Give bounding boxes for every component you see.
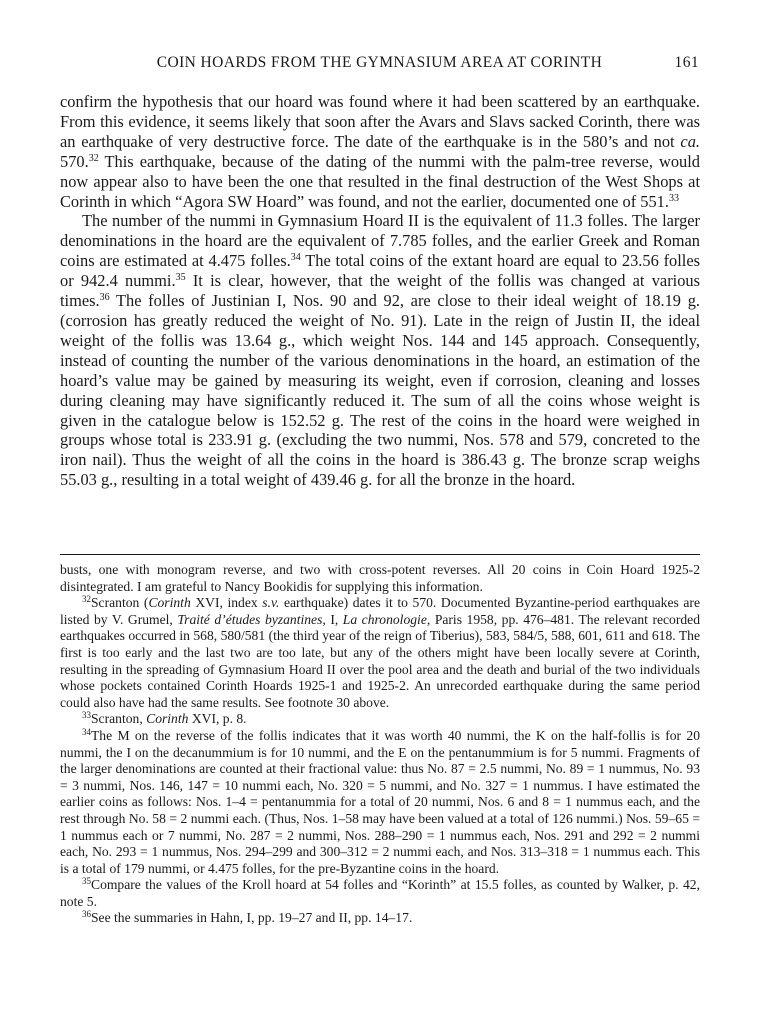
- footnotes: [60, 562, 700, 927]
- footnote-33: $^{33}$Scranton, Corinth XVI, p. 8.: [82, 710, 247, 727]
- footnote-continuation: busts, one with monogram reverse, and two with cross-potent reverses. All 20 coins in Coin Hoard 1925-2 disintegrated. I am grateful to Nancy Bookidis for supplying this information.: [60, 562, 700, 594]
- paragraph-1: confirm the hypothesis that our hoard was found where it had been scattered by an earthquake. From this evidence, it seems likely that soon after the Avars and Slavs sacked Corinth, there was an earthquake of very destructive force. The date of the earthquake is in the 580’s and not ca. 570.32 This earthquake, because of the dating of the nummi with the palm-tree reverse, would now appear also to have been the one that resulted in the final destruction of the West Shops at Corinth in which “Agora SW Hoard” was found, and not the earlier, documented one of 551.33: [60, 92, 700, 211]
- footnote-ref-34[interactable]: 34: [290, 252, 301, 264]
- running-title: COIN HOARDS FROM THE GYMNASIUM AREA AT CORINTH: [156, 54, 603, 71]
- footnote-divider: [60, 554, 700, 555]
- footnote-32: $^{32}$Scranton (Corinth XVI, index s.v. earthquake) dates it to 570. Documented Byzantine-period earthquakes are listed by V. Grumel, Traité d’études byzantines, I, La chronologie, Paris 1958, pp. 476–481. The relevant recorded earthquakes occurred in 568, 580/581 (the third year of the reign of Tiberius), 583, 584/5, 588, 601, 611 and 618. The first is too early and the last two are too late, but any of the others might have been locally severe at Corinth, resulting in the spreading of Gymnasium Hoard II over the pool area and the death and burial of the two individuals whose pockets contained Corinth Hoards 1925-1 and 1925-2. An unrecorded earthquake during the same period could also have had the same results. See footnote 30 above.: [60, 594, 701, 710]
- footnote-ref-36[interactable]: 36: [99, 292, 110, 304]
- page-number: 161: [674, 54, 699, 71]
- footnote-36: $^{36}$See the summaries in Hahn, I, pp. 19–27 and II, pp. 14–17.: [82, 909, 413, 926]
- paragraph-2: The number of the nummi in Gymnasium Hoard II is the equivalent of 11.3 folles. The larger denominations in the hoard are the equivalent of 7.785 folles, and the earlier Greek and Roman coins are estimated at 4.475 folles.$^{34}$ The total coins of the extant hoard are equal to 23.56 folles or 942.4 nummi.$^{35}$ It is clear, however, that the weight of the follis was changed at various times.$^{36}$ The folles of Justinian I, Nos. 90 and 92, are close to their ideal weight of 18.19 g. (corrosion has greatly reduced the weight of No. 91). Late in the reign of Justin II, the ideal weight of the follis was 13.64 g., which weight Nos. 144 and 145 approach. Consequently, instead of counting the number of the various denominations in the hoard, an estimation of the hoard’s value may be gained by measuring its weight, even if corrosion, cleaning and losses during cleaning may have significantly reduced it. The sum of all the coins whose weight is given in the catalogue below is 152.52 g. The rest of the coins in the hoard were weighed in groups whose total is 233.91 g. (excluding the two nummi, Nos. 578 and 579, concreted to the iron nail). Thus the weight of all the coins in the hoard is 386.43 g. The bronze scrap weighs 55.03 g., resulting in a total weight of 439.46 g. for all the bronze in the hoard.: [60, 211, 700, 490]
- footnote-ref-32[interactable]: 32: [88, 152, 99, 164]
- main-text: [60, 92, 700, 490]
- footnote-ref-33[interactable]: 33: [668, 192, 679, 204]
- running-header: [60, 54, 699, 72]
- footnote-34: $^{34}$The M on the reverse of the follis indicates that it was worth 40 nummi, the K on the half-follis is for 20 nummi, the I on the decanummium is for 10 nummi, and the E on the pentanummium is for 5 nummi. Fragments of the larger denominations are counted at their fractional value: thus No. 87 = 2.5 nummi, No. 89 = 1 nummus, No. 93 = 3 nummi, Nos. 146, 147 = 10 nummi each, No. 320 = 5 nummi, and No. 327 = 1 nummus. I have estimated the earlier coins as follows: Nos. 1–4 = pentanummia for a total of 20 nummi, Nos. 6 and 8 = 1 nummus each, and the rest through No. 58 = 2 nummi each. (Thus, Nos. 1–58 may have been valued at a total of 126 nummi.) Nos. 59–65 = 1 nummus each or 7 nummi, No. 287 = 2 nummi, Nos. 288–290 = 1 nummus each, Nos. 291 and 292 = 2 nummi each, No. 293 = 1 nummus, Nos. 294–299 and 300–312 = 2 nummi each, and Nos. 313–318 = 1 nummus each. This is a total of 179 nummi, or 4.475 folles, for the pre-Byzantine coins in the hoard.: [60, 726, 700, 876]
- footnote-35: $^{35}$Compare the values of the Kroll hoard at 54 folles and “Korinth” at 15.5 folles, as counted by Walker, p. 42, note 5.: [60, 876, 700, 909]
- footnote-ref-35[interactable]: 35: [175, 272, 186, 284]
